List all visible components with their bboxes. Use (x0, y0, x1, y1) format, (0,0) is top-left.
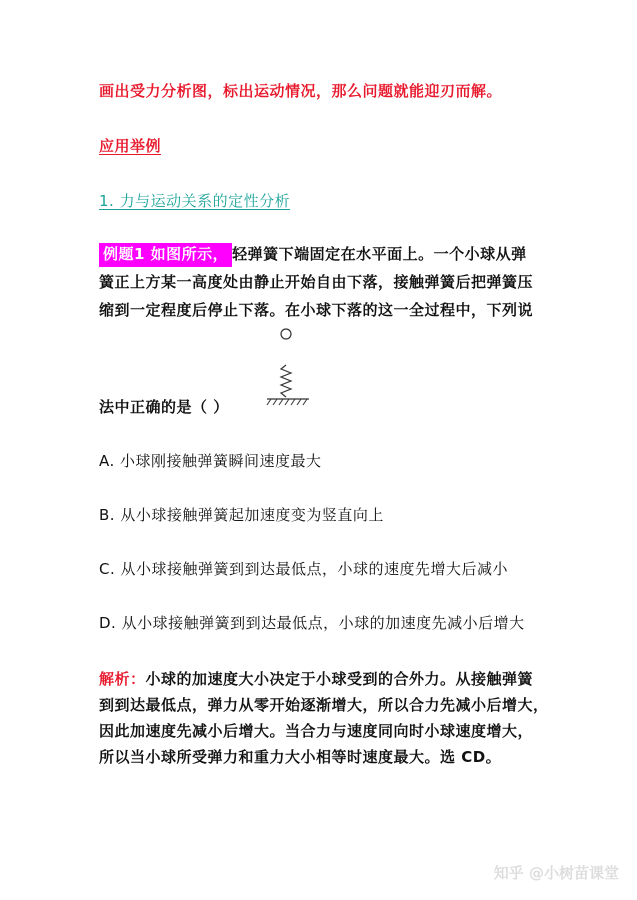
analysis-line-2: 到到达最低点，弹力从零开始逐渐增大，所以合力先减小后增大， (99, 696, 549, 714)
section-heading: 应用举例 (99, 137, 162, 155)
example-line-3: 缩到一定程度后停止下落。在小球下落的这一全过程中，下列说 (99, 301, 534, 319)
analysis-line-1 (99, 668, 533, 689)
option-b: B. 从小球接触弹簧起加速度变为竖直向上 (99, 506, 384, 524)
analysis-line-3: 因此加速度先减小后增大。当合力与速度同向时小球速度增大， (99, 722, 534, 740)
example-line-4: 法中正确的是（ ） (99, 398, 229, 416)
option-c: C. 从小球接触弹簧到到达最低点，小球的速度先增大后减小 (99, 560, 509, 578)
option-d: D. 从小球接触弹簧到到达最低点，小球的加速度先减小后增大 (99, 614, 525, 632)
example-line-1-text: 轻弹簧下端固定在水平面上。一个小球从弹 (232, 245, 527, 263)
analysis-label: 解析： (99, 670, 146, 688)
spring-icon (281, 365, 291, 397)
watermark: 知乎 @小树苗课堂 (493, 864, 619, 882)
analysis-line-1-text: 小球的加速度大小决定于小球受到的合外力。从接触弹簧 (145, 670, 534, 688)
example-label: 例题1 如图所示， (99, 243, 232, 267)
ball-icon (281, 329, 291, 339)
example-line-1 (99, 243, 527, 264)
spring-ball-diagram (265, 325, 315, 410)
subheading: 1. 力与运动关系的定性分析 (99, 192, 291, 210)
example-line-2: 簧正上方某一高度处由静止开始自由下落，接触弹簧后把弹簧压 (99, 273, 534, 291)
ground-hatch (267, 399, 307, 405)
analysis-line-4: 所以当小球所受弹力和重力大小相等时速度最大。选 CD。 (99, 748, 502, 766)
intro-line: 画出受力分析图，标出运动情况，那么问题就能迎刃而解。 (99, 82, 503, 100)
option-a: A. 小球刚接触弹簧瞬间速度最大 (99, 452, 322, 470)
